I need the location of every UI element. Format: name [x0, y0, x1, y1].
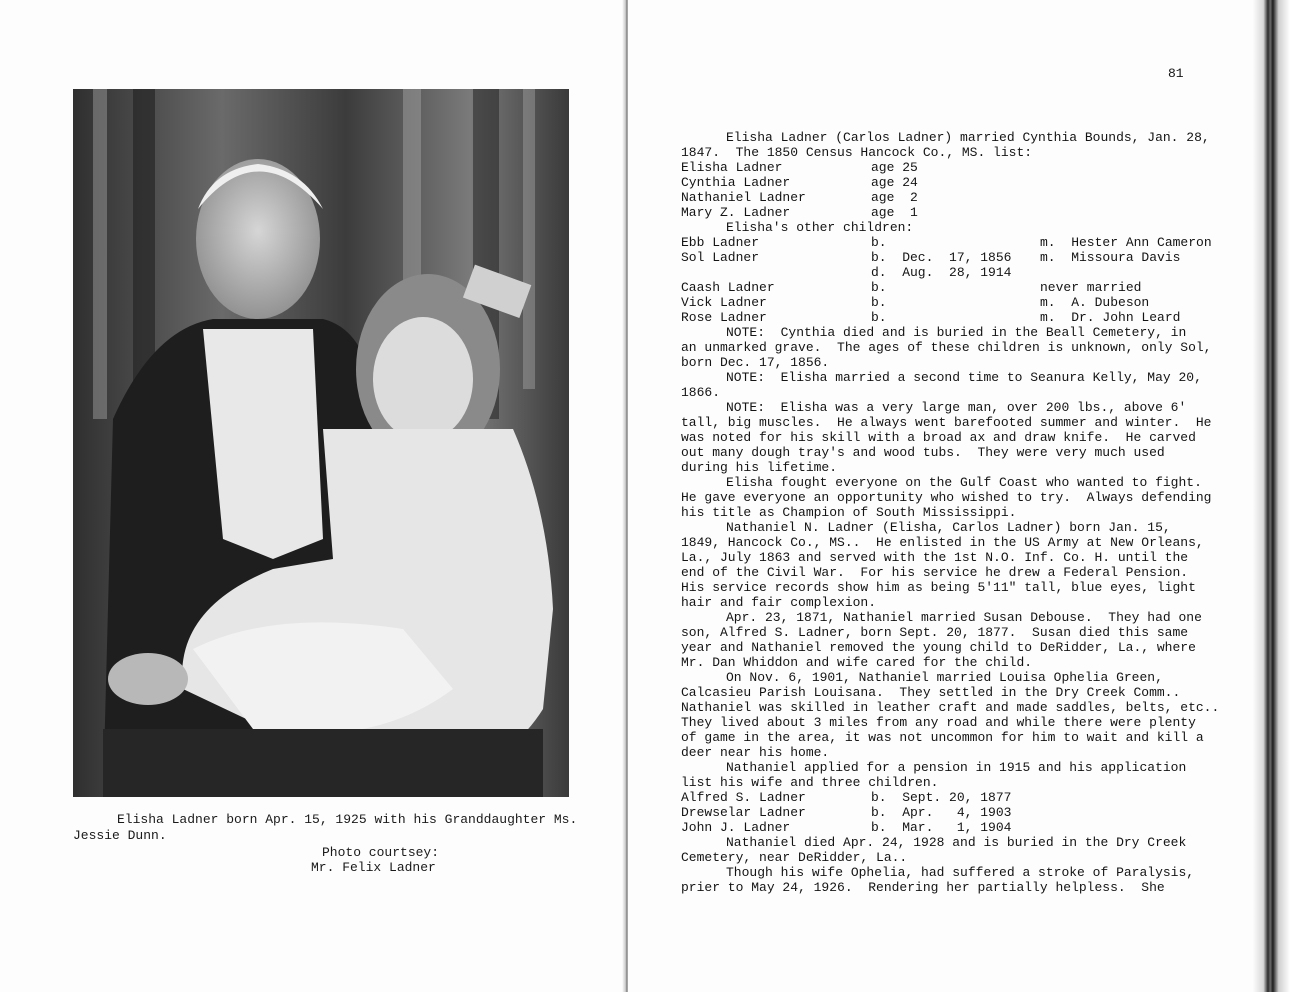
child-row — [681, 235, 1221, 250]
child-row — [681, 250, 1221, 265]
photo-credit-name: Mr. Felix Ladner — [311, 860, 436, 875]
text-line: Though his wife Ophelia, had suffered a stroke of Paralysis, — [726, 865, 1195, 880]
text-line: Nathaniel applied for a pension in 1915 and his application — [726, 760, 1187, 775]
child-name: Vick Ladner — [681, 295, 767, 310]
child-birth: b. Sept. 20, 1877 — [871, 790, 1012, 805]
child-name: Ebb Ladner — [681, 235, 760, 250]
child-name: Drewselar Ladner — [681, 805, 806, 820]
text-line: of game in the area, it was not uncommon for him to wait and kill a — [681, 730, 1204, 745]
census-age: age 2 — [871, 190, 918, 205]
child-spouse: m. Hester Ann Cameron — [1040, 235, 1212, 250]
text-line: prier to May 24, 1926. Rendering her partially helpless. She — [681, 880, 1165, 895]
child-birth: b. Mar. 1, 1904 — [871, 820, 1012, 835]
text-line: deer near his home. — [681, 745, 830, 760]
child-birth: b. — [871, 280, 887, 295]
census-name: Mary Z. Ladner — [681, 205, 791, 220]
portrait-illustration — [73, 89, 569, 797]
text-line: was noted for his skill with a broad ax and draw knife. He carved — [681, 430, 1196, 445]
child-row — [681, 295, 1221, 310]
census-name: Cynthia Ladner — [681, 175, 791, 190]
census-row — [681, 205, 1221, 220]
child-birth: b. Apr. 4, 1903 — [871, 805, 1012, 820]
photo-caption: Elisha Ladner born Apr. 15, 1925 with his Granddaughter Ms. — [117, 812, 578, 827]
text-line: Cemetery, near DeRidder, La.. — [681, 850, 908, 865]
text-line: Apr. 23, 1871, Nathaniel married Susan Debouse. They had one — [726, 610, 1202, 625]
left-page — [0, 0, 625, 992]
census-row — [681, 160, 1221, 175]
text-line: 1849, Hancock Co., MS.. He enlisted in the US Army at New Orleans, — [681, 535, 1204, 550]
text-line: His service records show him as being 5'11" tall, blue eyes, light — [681, 580, 1196, 595]
child-spouse: m. Dr. John Leard — [1040, 310, 1181, 325]
child-spouse: never married — [1040, 280, 1142, 295]
child-spouse: m. Missoura Davis — [1040, 250, 1181, 265]
child-birth: b. Dec. 17, 1856 — [871, 250, 1012, 265]
page-number: 81 — [1168, 66, 1184, 81]
text-line: born Dec. 17, 1856. — [681, 355, 830, 370]
text-line: Elisha Ladner (Carlos Ladner) married Cynthia Bounds, Jan. 28, — [726, 130, 1210, 145]
census-row — [681, 175, 1221, 190]
child-name: Caash Ladner — [681, 280, 775, 295]
text-line: Elisha fought everyone on the Gulf Coast who wanted to fight. — [726, 475, 1202, 490]
child-row — [681, 820, 1221, 835]
text-line: his title as Champion of South Mississippi. — [681, 505, 1017, 520]
portrait-photo — [73, 89, 569, 797]
text-line: He gave everyone an opportunity who wished to try. Always defending — [681, 490, 1212, 505]
text-line: NOTE: Elisha was a very large man, over 200 lbs., above 6' — [726, 400, 1187, 415]
page-edge-shadow — [1252, 0, 1290, 992]
photo-credit: Photo courtsey: — [322, 845, 440, 860]
document-body — [681, 130, 1221, 895]
child-name: Sol Ladner — [681, 250, 760, 265]
child-row — [681, 265, 1221, 280]
child-birth: b. — [871, 310, 887, 325]
child-birth: b. — [871, 235, 887, 250]
census-row — [681, 190, 1221, 205]
child-row — [681, 310, 1221, 325]
text-line: On Nov. 6, 1901, Nathaniel married Louisa Ophelia Green, — [726, 670, 1163, 685]
text-line: They lived about 3 miles from any road and while there were plenty — [681, 715, 1196, 730]
census-name: Elisha Ladner — [681, 160, 783, 175]
census-age: age 1 — [871, 205, 918, 220]
text-line: year and Nathaniel removed the young child to DeRidder, La., where — [681, 640, 1196, 655]
text-line: end of the Civil War. For his service he drew a Federal Pension. — [681, 565, 1189, 580]
child-name: Rose Ladner — [681, 310, 767, 325]
photo-caption-continued: Jessie Dunn. — [73, 828, 167, 843]
child-name: Alfred S. Ladner — [681, 790, 806, 805]
child-spouse: m. A. Dubeson — [1040, 295, 1150, 310]
census-name: Nathaniel Ladner — [681, 190, 806, 205]
text-line: tall, big muscles. He always went barefooted summer and winter. He — [681, 415, 1212, 430]
child-row — [681, 280, 1221, 295]
text-line: son, Alfred S. Ladner, born Sept. 20, 1877. Susan died this same — [681, 625, 1189, 640]
text-line: Calcasieu Parish Louisana. They settled in the Dry Creek Comm.. — [681, 685, 1181, 700]
text-line: out many dough tray's and wood tubs. They were very much used — [681, 445, 1165, 460]
text-line: Mr. Dan Whiddon and wife cared for the child. — [681, 655, 1033, 670]
text-line: hair and fair complexion. — [681, 595, 877, 610]
text-line: during his lifetime. — [681, 460, 838, 475]
text-line: 1847. The 1850 Census Hancock Co., MS. list: — [681, 145, 1033, 160]
section-heading: Elisha's other children: — [726, 220, 914, 235]
census-age: age 25 — [871, 160, 918, 175]
text-line: Nathaniel was skilled in leather craft and made saddles, belts, etc.. — [681, 700, 1220, 715]
census-age: age 24 — [871, 175, 918, 190]
child-death: d. Aug. 28, 1914 — [871, 265, 1012, 280]
text-line: NOTE: Cynthia died and is buried in the Beall Cemetery, in — [726, 325, 1187, 340]
text-line: La., July 1863 and served with the 1st N.O. Inf. Co. H. until the — [681, 550, 1189, 565]
child-name: John J. Ladner — [681, 820, 791, 835]
child-row — [681, 790, 1221, 805]
text-line: Nathaniel N. Ladner (Elisha, Carlos Ladner) born Jan. 15, — [726, 520, 1171, 535]
text-line: list his wife and three children. — [681, 775, 939, 790]
text-line: NOTE: Elisha married a second time to Seanura Kelly, May 20, — [726, 370, 1202, 385]
text-line: Nathaniel died Apr. 24, 1928 and is buried in the Dry Creek — [726, 835, 1187, 850]
text-line: an unmarked grave. The ages of these children is unknown, only Sol, — [681, 340, 1212, 355]
text-line: 1866. — [681, 385, 721, 400]
child-row — [681, 805, 1221, 820]
child-birth: b. — [871, 295, 887, 310]
